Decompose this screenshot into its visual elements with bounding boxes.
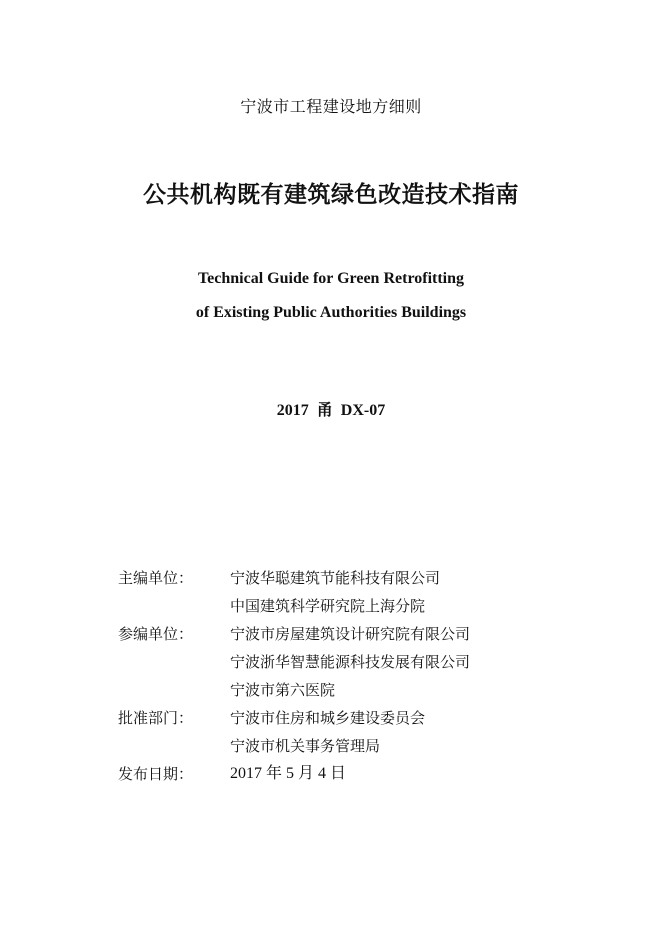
editor-label: 主编单位：	[118, 569, 194, 587]
participant-row-1	[118, 620, 470, 648]
date-row	[118, 760, 470, 788]
english-title-line-2: of Existing Public Authorities Buildings	[195, 304, 467, 321]
editor-unit: 宁波华聪建筑节能科技有限公司	[230, 569, 441, 587]
approval-row-2	[118, 732, 470, 760]
approval-department: 宁波市住房和城乡建设委员会	[230, 709, 426, 727]
series-heading: 宁波市工程建设地方细则	[240, 97, 422, 116]
editor-row-2	[118, 592, 470, 620]
participant-unit: 宁波浙华智慧能源科技发展有限公司	[230, 653, 471, 671]
approval-row-1	[118, 704, 470, 732]
approval-label: 批准部门：	[118, 709, 194, 727]
date-label: 发布日期：	[118, 765, 194, 783]
participant-row-3	[118, 676, 470, 704]
english-title-line-1: Technical Guide for Green Retrofitting	[197, 270, 465, 287]
standard-code: 2017 甬 DX-07	[276, 402, 386, 419]
participant-label: 参编单位：	[118, 625, 194, 643]
participant-unit: 宁波市第六医院	[230, 681, 336, 699]
approval-department: 宁波市机关事务管理局	[230, 737, 381, 755]
participant-unit: 宁波市房屋建筑设计研究院有限公司	[230, 625, 471, 643]
editor-unit: 中国建筑科学研究院上海分院	[230, 597, 426, 615]
document-title-chinese: 公共机构既有建筑绿色改造技术指南	[143, 182, 519, 208]
participant-row-2	[118, 648, 470, 676]
document-title-english	[0, 262, 662, 330]
editor-row-1	[118, 564, 470, 592]
publication-info	[118, 564, 470, 788]
release-date: 2017 年 5 月 4 日	[230, 765, 347, 782]
